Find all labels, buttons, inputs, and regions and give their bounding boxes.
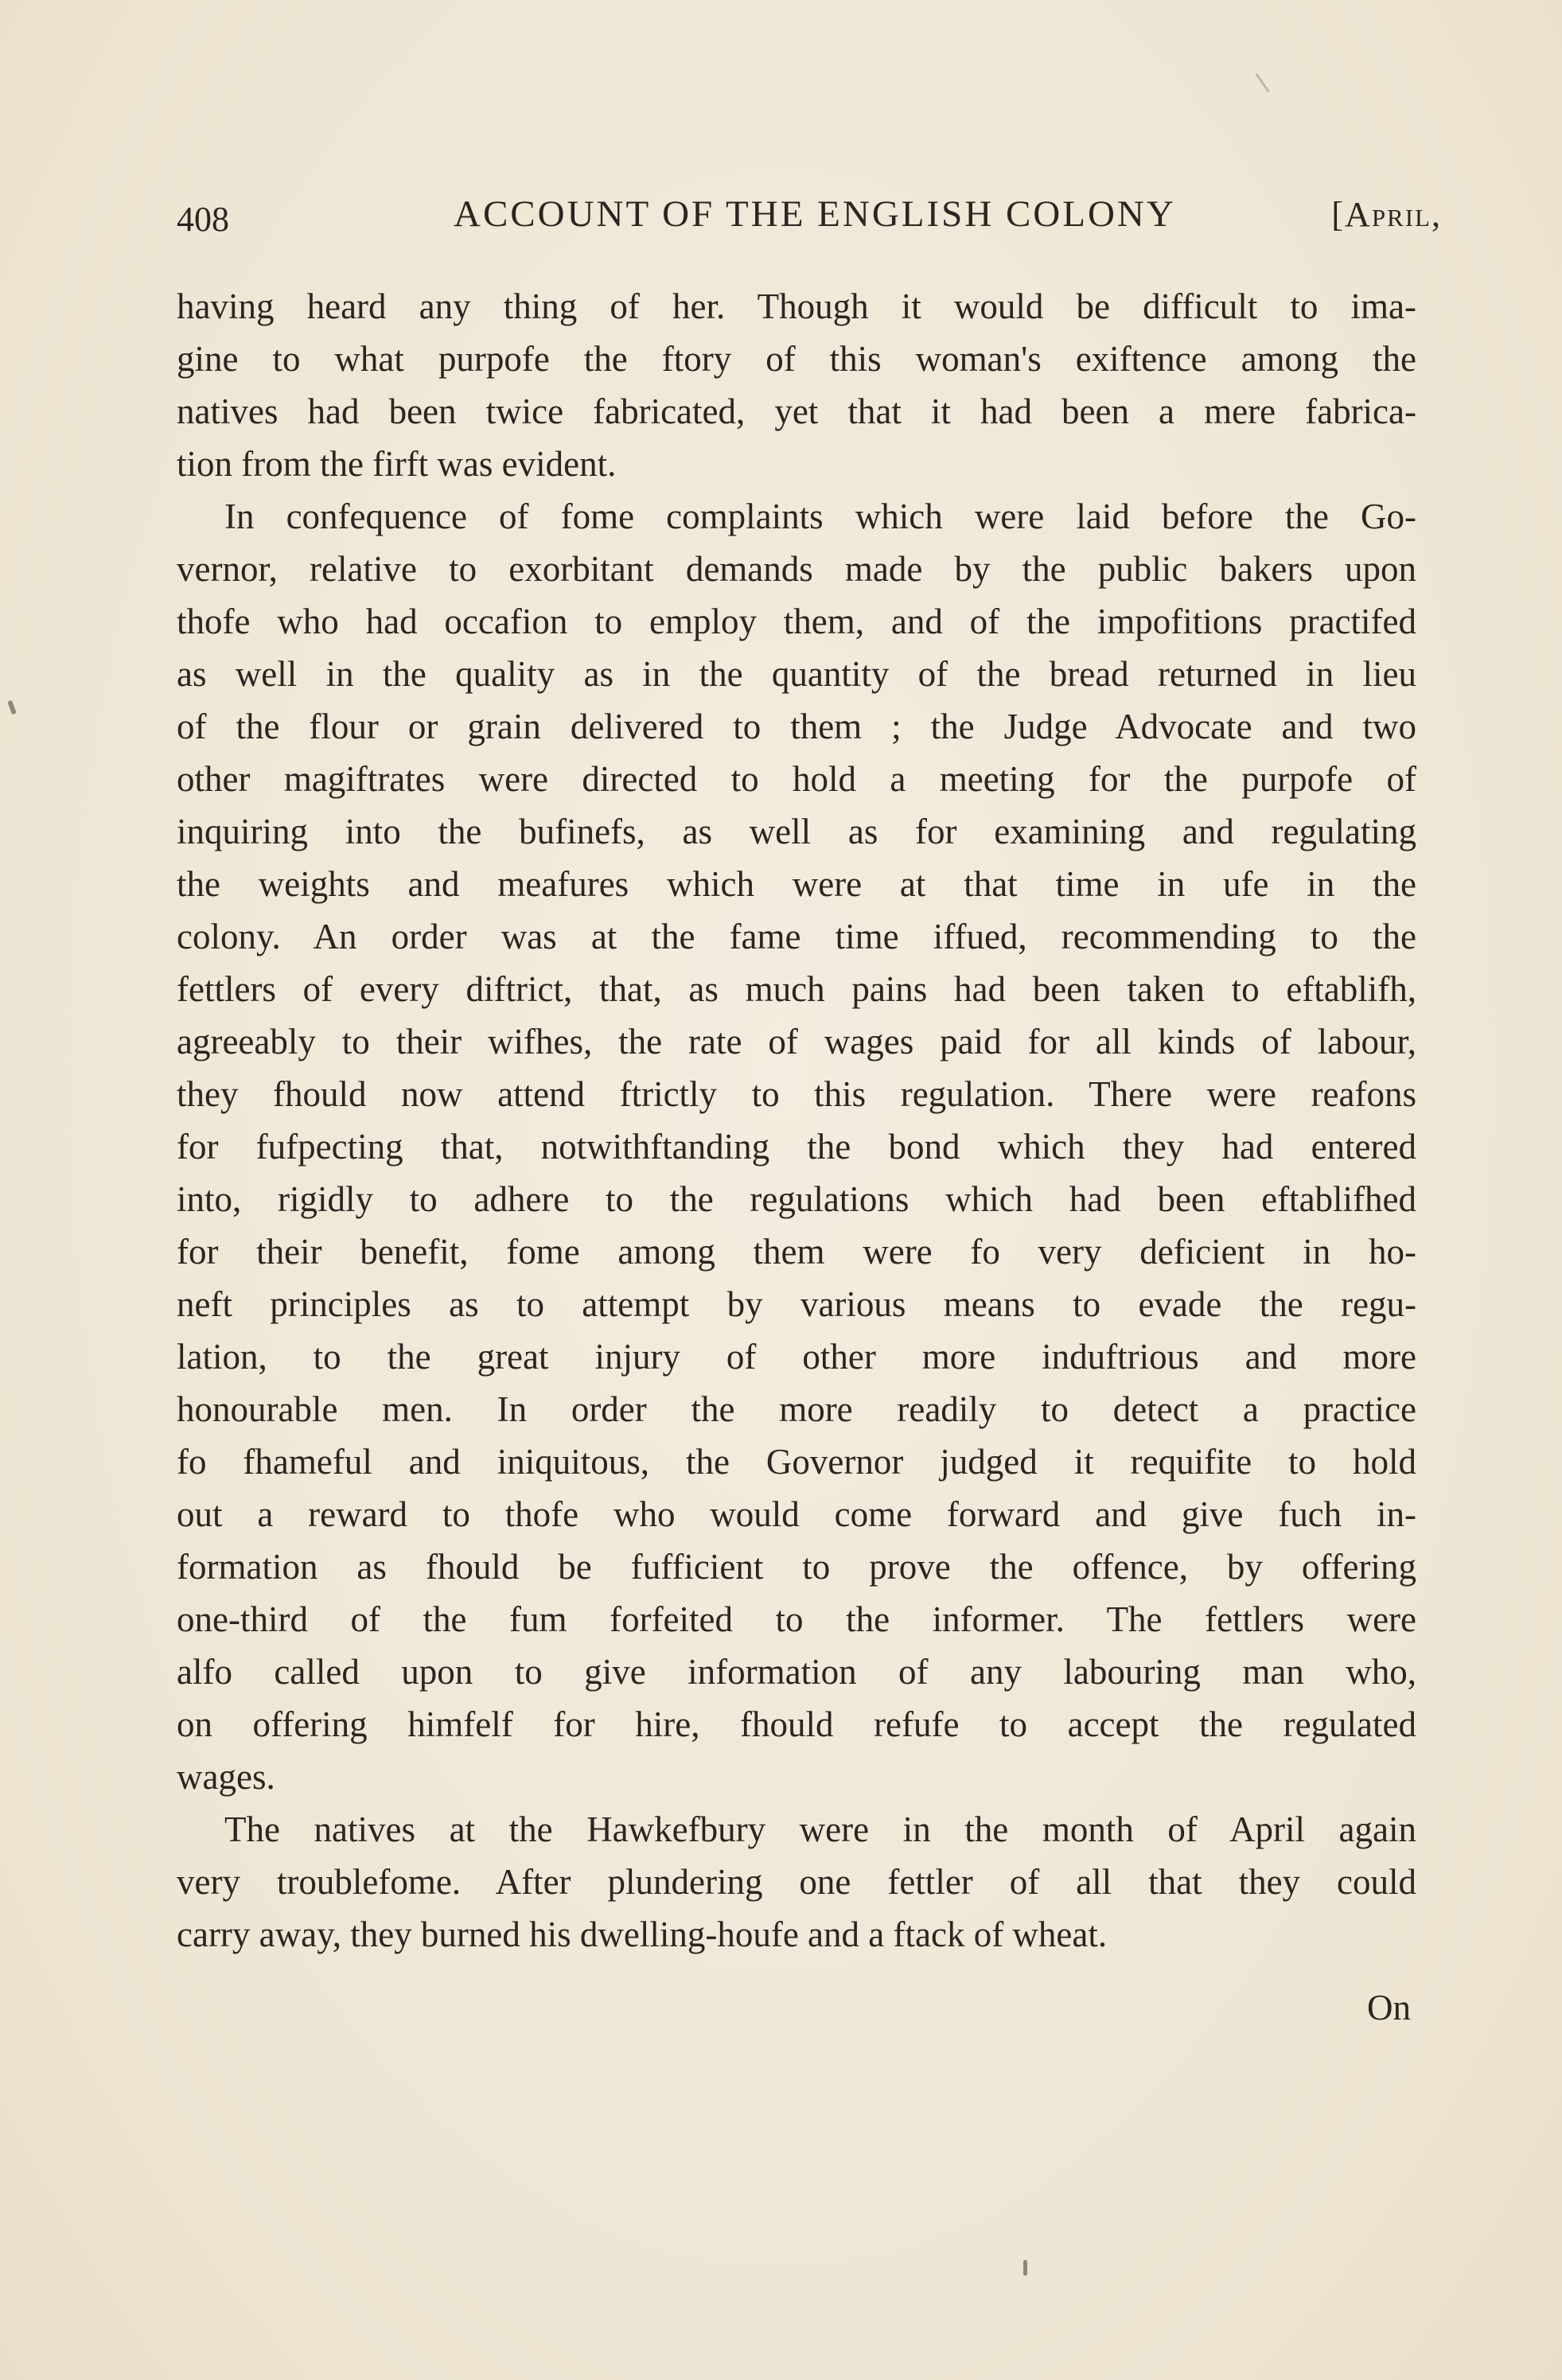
catchword: On [1367,1988,1411,2027]
text-line: fettlers of every diftrict, that, as much pains had been taken to eftablifh, [177,969,1416,1009]
text-line: of the flour or grain delivered to them ; the Judge Advocate and two [177,707,1416,746]
text-line: one-third of the fum forfeited to the informer. The fettlers were [177,1599,1416,1639]
text-line: thofe who had occafion to employ them, and of the impofitions practifed [177,602,1416,641]
text-line: carry away, they burned his dwelling-houfe and a ftack of wheat. [177,1915,1108,1954]
running-header [177,189,1442,245]
text-line: inquiring into the bufinefs, as well as for examining and regulating [177,812,1416,851]
text-line: neft principles as to attempt by various means to evade the regu- [177,1284,1416,1324]
page-number: 408 [177,200,229,239]
running-title: ACCOUNT OF THE ENGLISH COLONY [454,193,1176,235]
text-line: they fhould now attend ftrictly to this regulation. There were reafons [177,1074,1416,1114]
text-line: alfo called upon to give information of any labouring man who, [177,1652,1416,1692]
text-line: colony. An order was at the fame time iffued, recommending to the [177,917,1416,956]
text-line: tion from the firft was evident. [177,444,617,484]
text-line: into, rigidly to adhere to the regulations which had been eftablifhed [177,1179,1416,1219]
text-line: formation as fhould be fufficient to prove the offence, by offering [177,1547,1416,1587]
text-line: very troublefome. After plundering one fettler of all that they could [177,1862,1416,1902]
text-line: the weights and meafures which were at that time in ufe in the [177,864,1416,904]
text-line: honourable men. In order the more readily to detect a practice [177,1389,1416,1429]
text-line: on offering himfelf for hire, fhould refufe to accept the regulated [177,1704,1416,1744]
text-line: lation, to the great injury of other more induftrious and more [177,1337,1416,1377]
paper-speck [1255,73,1270,93]
text-line: The natives at the Hawkefbury were in the month of April again [224,1809,1416,1849]
text-line: fo fhameful and iniquitous, the Governor judged it requifite to hold [177,1442,1416,1482]
text-line: as well in the quality as in the quantity of the bread returned in lieu [177,654,1416,694]
text-line: natives had been twice fabricated, yet that it had been a mere fabrica- [177,391,1416,431]
body-text [177,280,1416,1961]
running-month: [April, [1331,195,1442,234]
text-line: gine to what purpofe the ftory of this woman's exiftence among the [177,339,1416,379]
text-line: wages. [177,1757,275,1797]
text-line: for their benefit, fome among them were fo very deficient in ho- [177,1232,1416,1272]
text-line: out a reward to thofe who would come forward and give fuch in- [177,1494,1416,1534]
text-line: other magiftrates were directed to hold a meeting for the purpofe of [177,759,1416,799]
paper-speck [1023,2260,1027,2276]
text-line: agreeably to their wifhes, the rate of wages paid for all kinds of labour, [177,1022,1416,1061]
paper-speck [7,700,17,715]
text-line: In confequence of fome complaints which were laid before the Go- [224,497,1416,536]
text-line: for fufpecting that, notwithftanding the bond which they had entered [177,1127,1416,1167]
text-line: vernor, relative to exorbitant demands made by the public bakers upon [177,549,1416,589]
text-line: having heard any thing of her. Though it would be difficult to ima- [177,286,1416,326]
